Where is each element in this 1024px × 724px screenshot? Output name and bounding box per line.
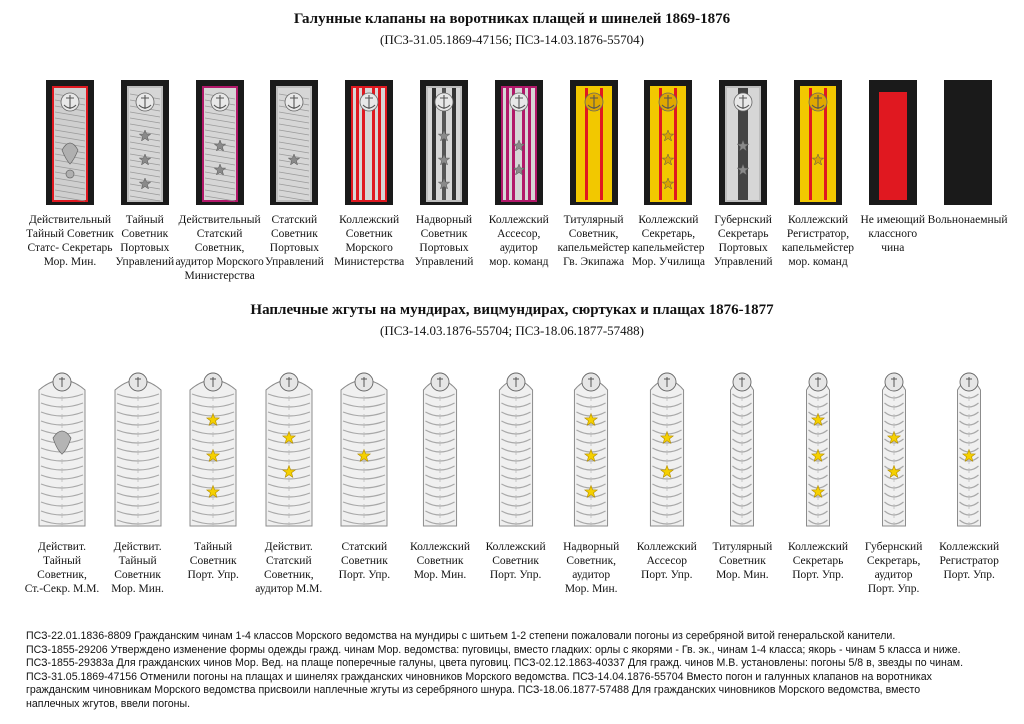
- collar-tab-graphic: [121, 80, 169, 205]
- shoulder-cord-caption: Действит. Тайный Советник, Ст.-Секр. М.М.: [24, 541, 100, 595]
- collar-tabs-subtitle: (ПСЗ-31.05.1869-47156; ПСЗ-14.03.1876-55704): [380, 32, 644, 47]
- collar-tab: [644, 80, 692, 205]
- collar-tab-caption: Коллежский Ассесор, аудитор мор. команд: [488, 214, 549, 268]
- shoulder-cord-caption: Коллежский Регистратор Порт. Упр.: [939, 541, 1000, 581]
- collar-tab: [944, 80, 992, 205]
- shoulder-cord-caption: Тайный Советник Порт. Упр.: [187, 541, 239, 581]
- tab-stripe: [528, 88, 531, 200]
- collar-tab: [121, 80, 169, 205]
- note-line: ПСЗ-1855-29383а Для гражданских чинов Мор. Вед. на плаще поперечные галуны, цвета пуговиц. ПСЗ-02.12.1863-40337 Для гражд. чинов М.В. установлены: погоны 5/8 в, звезды по чинам.: [26, 657, 964, 670]
- note-line: гражданским чиновникам Морского ведомства присвоили наплечные жгуты из серебряного шнура. ПСЗ-18.06.1877-57488 Для гражданских чиновников Морского ведомства, вместо: [26, 684, 921, 697]
- tab-frame: [944, 80, 992, 205]
- tab-stripe: [506, 88, 509, 200]
- note-line: наплечных жгутов, ввели погоны.: [26, 697, 191, 710]
- shoulder-cord-caption: Действит. Тайный Советник Мор. Мин.: [111, 541, 164, 595]
- collar-tab-graphic: [345, 80, 393, 205]
- collar-tab-graphic: [46, 80, 94, 205]
- shoulder-cord-graphic: [717, 368, 767, 533]
- shoulder-cord-caption: Действит. Статский Советник, аудитор М.М.: [255, 541, 323, 595]
- collar-tab: [345, 80, 393, 205]
- shoulder-cord-graphic: [869, 368, 919, 533]
- shoulder-cord-graphic: [642, 368, 692, 533]
- collar-tab: [869, 80, 917, 205]
- collar-tab: [495, 80, 543, 205]
- shoulder-cord-graphic: [339, 368, 389, 533]
- collar-tab-caption: Губернский Секретарь Портовых Управлений: [713, 214, 773, 268]
- collar-tabs-title: Галунные клапаны на воротниках плащей и шинелей 1869-1876: [293, 11, 731, 27]
- collar-tab-caption: Титулярный Советник, капельмейстер Гв. Экипажа: [557, 214, 630, 268]
- shoulder-cord-graphic: [491, 368, 541, 533]
- collar-tab-caption: Надворный Советник Портовых Управлений: [414, 214, 474, 268]
- collar-tab-caption: Вольнонаемный: [927, 214, 1008, 226]
- shoulder-cord-graphic: [566, 368, 616, 533]
- collar-tab-graphic: [420, 80, 468, 205]
- collar-tab: [46, 80, 94, 205]
- tab-stripe: [356, 88, 359, 200]
- note-line: ПСЗ-31.05.1869-47156 Отменили погоны на плащах и шинелях гражданских чиновников Морского ведомства. ПСЗ-14.04.1876-55704 Вместо погон и галунных клапанов на воротниках: [26, 670, 932, 683]
- shoulder-cords-subtitle: (ПСЗ-14.03.1876-55704; ПСЗ-18.06.1877-57488): [380, 323, 644, 338]
- shoulder-cord-graphic: [113, 368, 163, 533]
- collar-tab-graphic: [196, 80, 244, 205]
- collar-tab-caption: Коллежский Секретарь, капельмейстер Мор. Училища: [631, 214, 705, 268]
- legal-notes: [26, 630, 1001, 712]
- collar-tab: [794, 80, 842, 205]
- shoulder-cord-caption: Губернский Секретарь, аудитор Порт. Упр.: [864, 541, 923, 595]
- crown-icon: [66, 170, 74, 178]
- collar-tab: [570, 80, 618, 205]
- note-line: ПСЗ-1855-29206 Утверждено изменение формы одежды гражд. чинам Мор. ведомства: пуговицы, вместо гладких: орлы с якорями - Гв. эк., чинам 1-4 класса; якорь - чинам 5 класса и ниже.: [26, 643, 961, 656]
- shoulder-cords-title: Наплечные жгуты на мундирах, вицмундирах, сюртуках и плащах 1876-1877: [250, 302, 774, 318]
- tab-field: [879, 92, 907, 200]
- collar-tab: [196, 80, 244, 205]
- shoulder-cord-caption: Статский Советник Порт. Упр.: [338, 541, 391, 581]
- collar-tab-graphic: [495, 80, 543, 205]
- note-line: ПСЗ-22.01.1836-8809 Гражданским чинам 1-4 классов Морского ведомства на мундиры с шитьем 1-2 степени пожаловали погоны из серебряной витой генеральской канители.: [26, 630, 896, 642]
- collar-tab: [719, 80, 767, 205]
- collar-tab: [420, 80, 468, 205]
- collar-tab-graphic: [644, 80, 692, 205]
- tab-stripe: [378, 88, 381, 200]
- collar-tab-graphic: [719, 80, 767, 205]
- collar-tab-caption: Не имеющий классного чина: [860, 214, 926, 254]
- collar-tabs-row: [0, 80, 1024, 280]
- shoulder-cord-caption: Коллежский Советник Порт. Упр.: [485, 541, 546, 581]
- shoulder-cord-caption: Коллежский Секретарь Порт. Упр.: [787, 541, 848, 581]
- collar-tab-caption: Коллежский Регистратор, капельмейстер мор. команд: [781, 214, 855, 268]
- collar-tab-caption: Действительный Тайный Советник Статс- Секретарь Мор. Мин.: [26, 214, 114, 268]
- collar-tab-caption: Действительный Статский Советник, аудитор Морского Министерства: [175, 214, 264, 282]
- shoulder-cord-caption: Титулярный Советник Мор. Мин.: [712, 541, 773, 581]
- shoulder-cord-caption: Коллежский Советник Мор. Мин.: [409, 541, 470, 581]
- collar-tab-graphic: [794, 80, 842, 205]
- collar-tab-graphic: [869, 80, 917, 205]
- shoulder-cords-row: [0, 368, 1024, 598]
- collar-tab: [270, 80, 318, 205]
- shoulder-cord-graphic: [944, 368, 994, 533]
- collar-tab-graphic: [944, 80, 992, 205]
- shoulder-cord-caption: Надворный Советник, аудитор Мор. Мин.: [563, 541, 620, 595]
- shoulder-cord-graphic: [188, 368, 238, 533]
- shoulder-cord-graphic: [264, 368, 314, 533]
- collar-tab-caption: Тайный Советник Портовых Управлений: [115, 214, 175, 268]
- shoulder-cord-graphic: [793, 368, 843, 533]
- collar-tab-caption: Статский Советник Портовых Управлений: [265, 214, 324, 268]
- collar-tab-graphic: [570, 80, 618, 205]
- shoulder-cord-graphic: [415, 368, 465, 533]
- collar-tab-graphic: [270, 80, 318, 205]
- shoulder-cord-graphic: [37, 368, 87, 533]
- shoulder-cord-caption: Коллежский Ассесор Порт. Упр.: [636, 541, 697, 581]
- collar-tab-caption: Коллежский Советник Морского Министерства: [334, 214, 405, 268]
